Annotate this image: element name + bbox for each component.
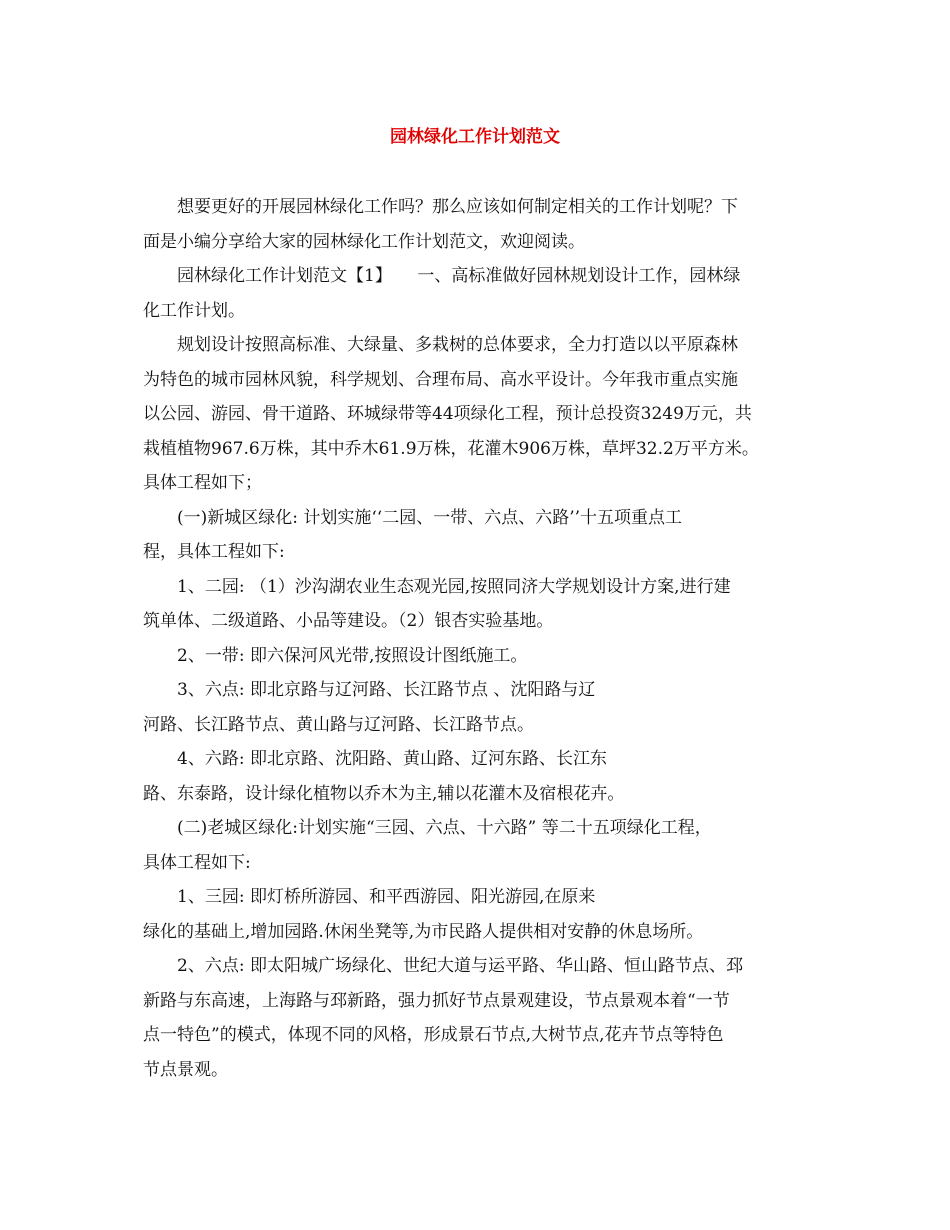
- text-line: 2、六点: 即太阳城广场绿化、世纪大道与运平路、华山路、恒山路节点、邳: [177, 956, 743, 976]
- text-line: 园林绿化工作计划范文【1】 一、高标准做好园林规划设计工作，园林绿: [177, 266, 741, 286]
- text-line: 1、二园: （1）沙沟湖农业生态观光园,按照同济大学规划设计方案,进行建: [177, 576, 731, 597]
- text-line: 4、六路: 即北京路、沈阳路、黄山路、辽河东路、长江东: [177, 749, 607, 769]
- text-line: (二)老城区绿化:计划实施“三园、六点、十六路” 等二十五项绿化工程，: [177, 818, 712, 838]
- text-line: 想要更好的开展园林绿化工作吗？那么应该如何制定相关的工作计划呢？下: [177, 197, 738, 217]
- document-title: 园林绿化工作计划范文: [390, 127, 560, 147]
- text-line: 河路、长江路节点、黄山路与辽河路、长江路节点。: [143, 714, 534, 735]
- text-line: 绿化的基础上,增加园路.休闲坐凳等,为市民路人提供相对安静的休息场所。: [143, 921, 704, 942]
- text-line: 1、三园: 即灯桥所游园、和平西游园、阳光游园,在原来: [177, 887, 596, 907]
- text-line: 3、六点: 即北京路与辽河路、长江路节点 、沈阳路与辽: [177, 680, 596, 700]
- text-line: 节点景观。: [143, 1059, 228, 1080]
- text-line: 化工作计划。: [143, 300, 245, 321]
- text-line: 规划设计按照高标准、大绿量、多栽树的总体要求，全力打造以以平原森林: [177, 335, 738, 355]
- text-line: 具体工程如下；: [143, 473, 262, 493]
- text-line: 新路与东高速，上海路与邳新路，强力抓好节点景观建设，节点景观本着“一节: [143, 990, 730, 1011]
- text-line: 面是小编分享给大家的园林绿化工作计划范文，欢迎阅读。: [143, 231, 585, 252]
- text-line: 2、一带: 即六保河风光带,按照设计图纸施工。: [177, 645, 528, 666]
- text-line: 为特色的城市园林风貌，科学规划、合理布局、高水平设计。今年我市重点实施: [143, 369, 738, 390]
- text-line: 以公园、游园、骨干道路、环城绿带等44项绿化工程，预计总投资3249万元，共: [143, 404, 752, 424]
- text-line: 点一特色”的模式，体现不同的风格，形成景石节点,大树节点,花卉节点等特色: [143, 1025, 724, 1045]
- document-body: [143, 190, 813, 1087]
- text-line: 筑单体、二级道路、小品等建设。（2）银杏实验基地。: [143, 611, 554, 631]
- text-line: 路、东泰路，设计绿化植物以乔木为主,辅以花灌木及宿根花卉。: [143, 783, 625, 804]
- text-line: 具体工程如下:: [143, 852, 251, 873]
- text-line: 程，具体工程如下:: [143, 542, 285, 562]
- text-line: (一)新城区绿化: 计划实施‘‘二园、一带、六点、六路’’十五项重点工: [177, 507, 683, 528]
- text-line: 栽植植物967.6万株，其中乔木61.9万株，花灌木906万株，草坪32.2万平方米。: [143, 438, 759, 459]
